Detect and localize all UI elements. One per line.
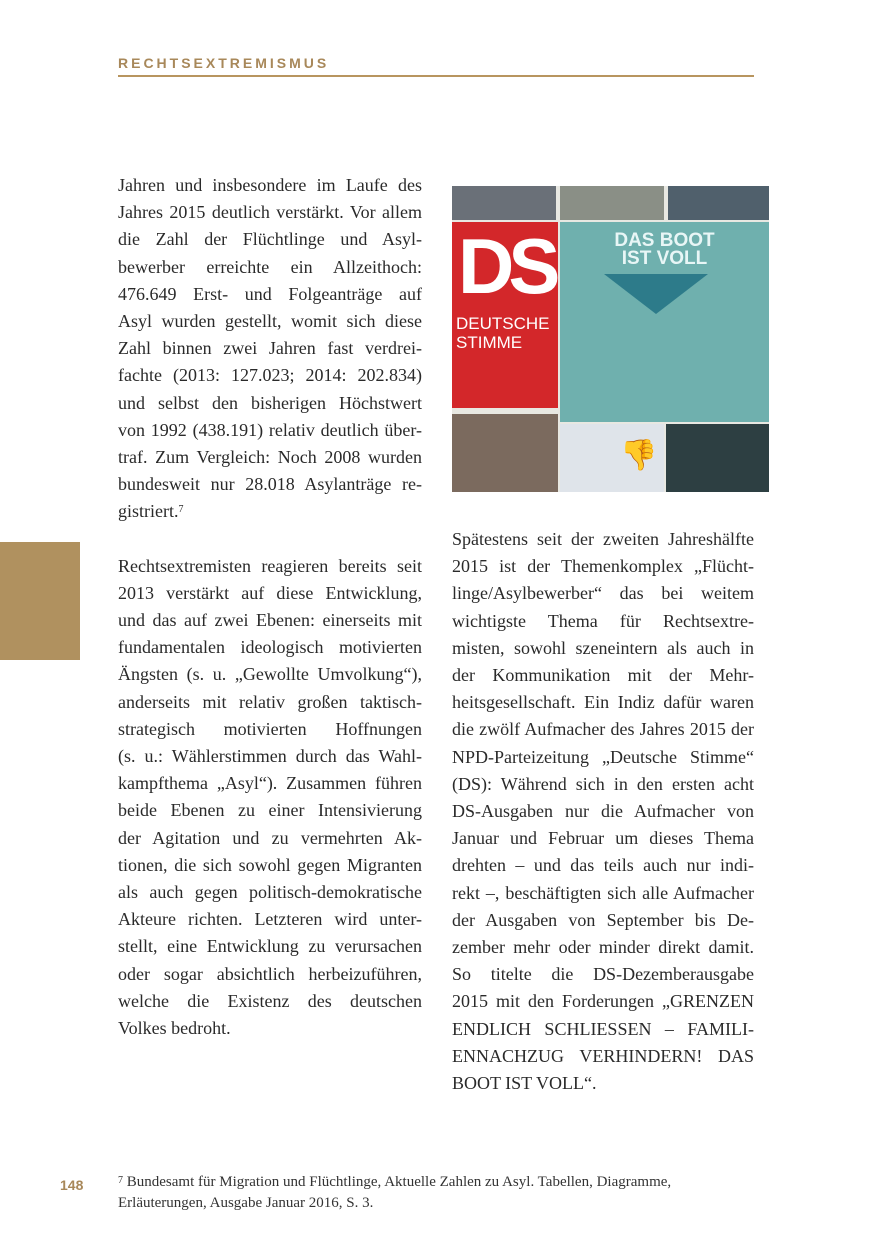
cover-main-illustration <box>560 222 769 422</box>
text-line: Zahl binnen zwei Jahren fast verdrei- <box>118 338 422 359</box>
text-line: BOOT IST VOLL“. <box>452 1073 597 1094</box>
text-line <box>118 498 422 525</box>
paper-boat-icon <box>604 274 708 314</box>
text-line: die Zahl der Flüchtlinge und Asyl- <box>118 229 422 250</box>
text-line: Volkes bedroht. <box>118 1018 231 1039</box>
cover-bottom-box <box>666 424 769 492</box>
ds-logo-block <box>452 222 558 408</box>
text-line: beide Ebenen zu einer Intensivierung <box>118 800 422 821</box>
text-line: bundesweit nur 28.018 Asylanträge re- <box>118 474 422 495</box>
page-number: 148 <box>60 1177 84 1193</box>
footnote-mark: 7 <box>118 1175 123 1186</box>
cover-top-strip <box>452 186 556 220</box>
text-line: drehten – und das teils auch nur indi- <box>452 855 754 876</box>
header-rule <box>118 75 754 77</box>
text-line: linge/Asylbewerber“ das bei weitem <box>452 583 754 604</box>
text-line: NPD-Parteizeitung „Deutsche Stimme“ <box>452 746 754 767</box>
text-line: zember mehr oder minder direkt damit. <box>452 937 754 958</box>
footnote <box>118 1172 758 1214</box>
text-fragment: gistriert. <box>118 501 179 522</box>
text-line: 2013 verstärkt auf diese Entwicklung, <box>118 582 422 603</box>
newspaper-cover-image <box>452 186 769 492</box>
text-line: Asyl wurden gestellt, womit sich diese <box>118 311 422 332</box>
text-line: tionen, die sich sowohl gegen Migranten <box>118 854 422 875</box>
text-line: oder sogar absichtlich herbeizuführen, <box>118 963 422 984</box>
text-line: fundamentalen ideologisch motivierten <box>118 637 422 658</box>
text-line: und das auf zwei Ebenen: einerseits mit <box>118 610 422 631</box>
cover-headline-line: DAS BOOT <box>614 230 715 251</box>
cover-headline <box>560 232 769 268</box>
text-line: Rechtsextremisten reagieren bereits seit <box>118 555 422 576</box>
text-line: Spätestens seit der zweiten Jahreshälfte <box>452 529 754 549</box>
text-line: strategisch motivierten Hoffnungen <box>118 718 422 739</box>
text-line: als auch gegen politisch-demokratische <box>118 882 422 903</box>
text-line: Januar und Februar um dieses Thema <box>452 828 754 849</box>
right-column <box>452 526 754 1097</box>
text-line: anderseits mit relativ großen taktisch- <box>118 691 422 712</box>
text-line: heitsgesellschaft. Ein Indiz dafür waren <box>452 692 754 713</box>
text-line: von 1992 (438.191) relativ deutlich über- <box>118 419 422 440</box>
text-line: DS-Ausgaben nur die Aufmacher von <box>452 801 754 822</box>
text-line: 2015 mit den Forderungen „GRENZEN <box>452 991 754 1012</box>
text-line: welche die Existenz des deutschen <box>118 990 422 1011</box>
text-line: fachte (2013: 127.023; 2014: 202.834) <box>118 365 422 386</box>
text-line: 2015 ist der Themenkomplex „Flücht- <box>452 556 754 577</box>
text-line: Ängsten (s. u. „Gewollte Umvolkung“), <box>118 664 422 685</box>
ds-logo-subtitle <box>456 314 550 352</box>
text-line: der Ausgaben von September bis De- <box>452 909 754 930</box>
text-line: traf. Zum Vergleich: Noch 2008 wurden <box>118 447 422 468</box>
text-line: und selbst den bisherigen Höchstwert <box>118 392 422 413</box>
left-column <box>118 172 422 1042</box>
text-line: (DS): Während sich in den ersten acht <box>452 773 754 794</box>
chapter-side-tab <box>0 542 80 660</box>
cover-top-strip <box>560 186 664 220</box>
text-line: bewerber erreichte ein Allzeithoch: <box>118 256 422 277</box>
ds-logo-subtitle-line: DEUTSCHE <box>456 314 550 333</box>
footnote-ref: 7 <box>178 504 184 516</box>
text-line: wichtigste Thema für Rechtsextre- <box>452 610 754 631</box>
text-line: (s. u.: Wählerstimmen durch das Wahl- <box>118 746 422 767</box>
text-line: So titelte die DS-Dezemberausgabe <box>452 964 754 985</box>
text-line: der Kommunikation mit der Mehr- <box>452 665 754 686</box>
cover-headline-line: IST VOLL <box>621 248 708 269</box>
cover-bottom-box <box>560 424 664 492</box>
ds-logo-subtitle-line: STIMME <box>456 333 523 352</box>
text-line: Jahren und insbesondere im Laufe des <box>118 175 422 195</box>
text-line: stellt, eine Entwicklung zu verursachen <box>118 936 422 957</box>
text-line: Akteure richten. Letzteren wird unter- <box>118 909 422 930</box>
running-header: RECHTSEXTREMISMUS <box>118 55 330 71</box>
footnote-text: Bundesamt für Migration und Flüchtlinge, Aktuelle Zahlen zu Asyl. Tabellen, Diagramme, Erläuterungen, Ausgabe Januar 2016, S. 3. <box>118 1174 672 1211</box>
text-line: ENDLICH SCHLIESSEN – FAMILI- <box>452 1018 754 1039</box>
cover-photo <box>452 414 558 492</box>
text-line: der Agitation und zu vermehrten Ak- <box>118 827 422 848</box>
text-line: misten, sowohl szeneintern als auch in <box>452 637 754 658</box>
text-line: die zwölf Aufmacher des Jahres 2015 der <box>452 719 754 740</box>
thumbs-down-icon: 👎 <box>620 439 658 472</box>
ds-logo: DS <box>458 222 555 310</box>
text-line: rekt –, beschäftigten sich alle Aufmacher <box>452 882 754 903</box>
text-line: kampfthema „Asyl“). Zusammen führen <box>118 773 422 794</box>
text-line: 476.649 Erst- und Folgeanträge auf <box>118 283 422 304</box>
text-line: Jahres 2015 deutlich verstärkt. Vor allem <box>118 202 422 223</box>
cover-top-strip <box>668 186 769 220</box>
text-line: ENNACHZUG VERHINDERN! DAS <box>452 1045 754 1066</box>
